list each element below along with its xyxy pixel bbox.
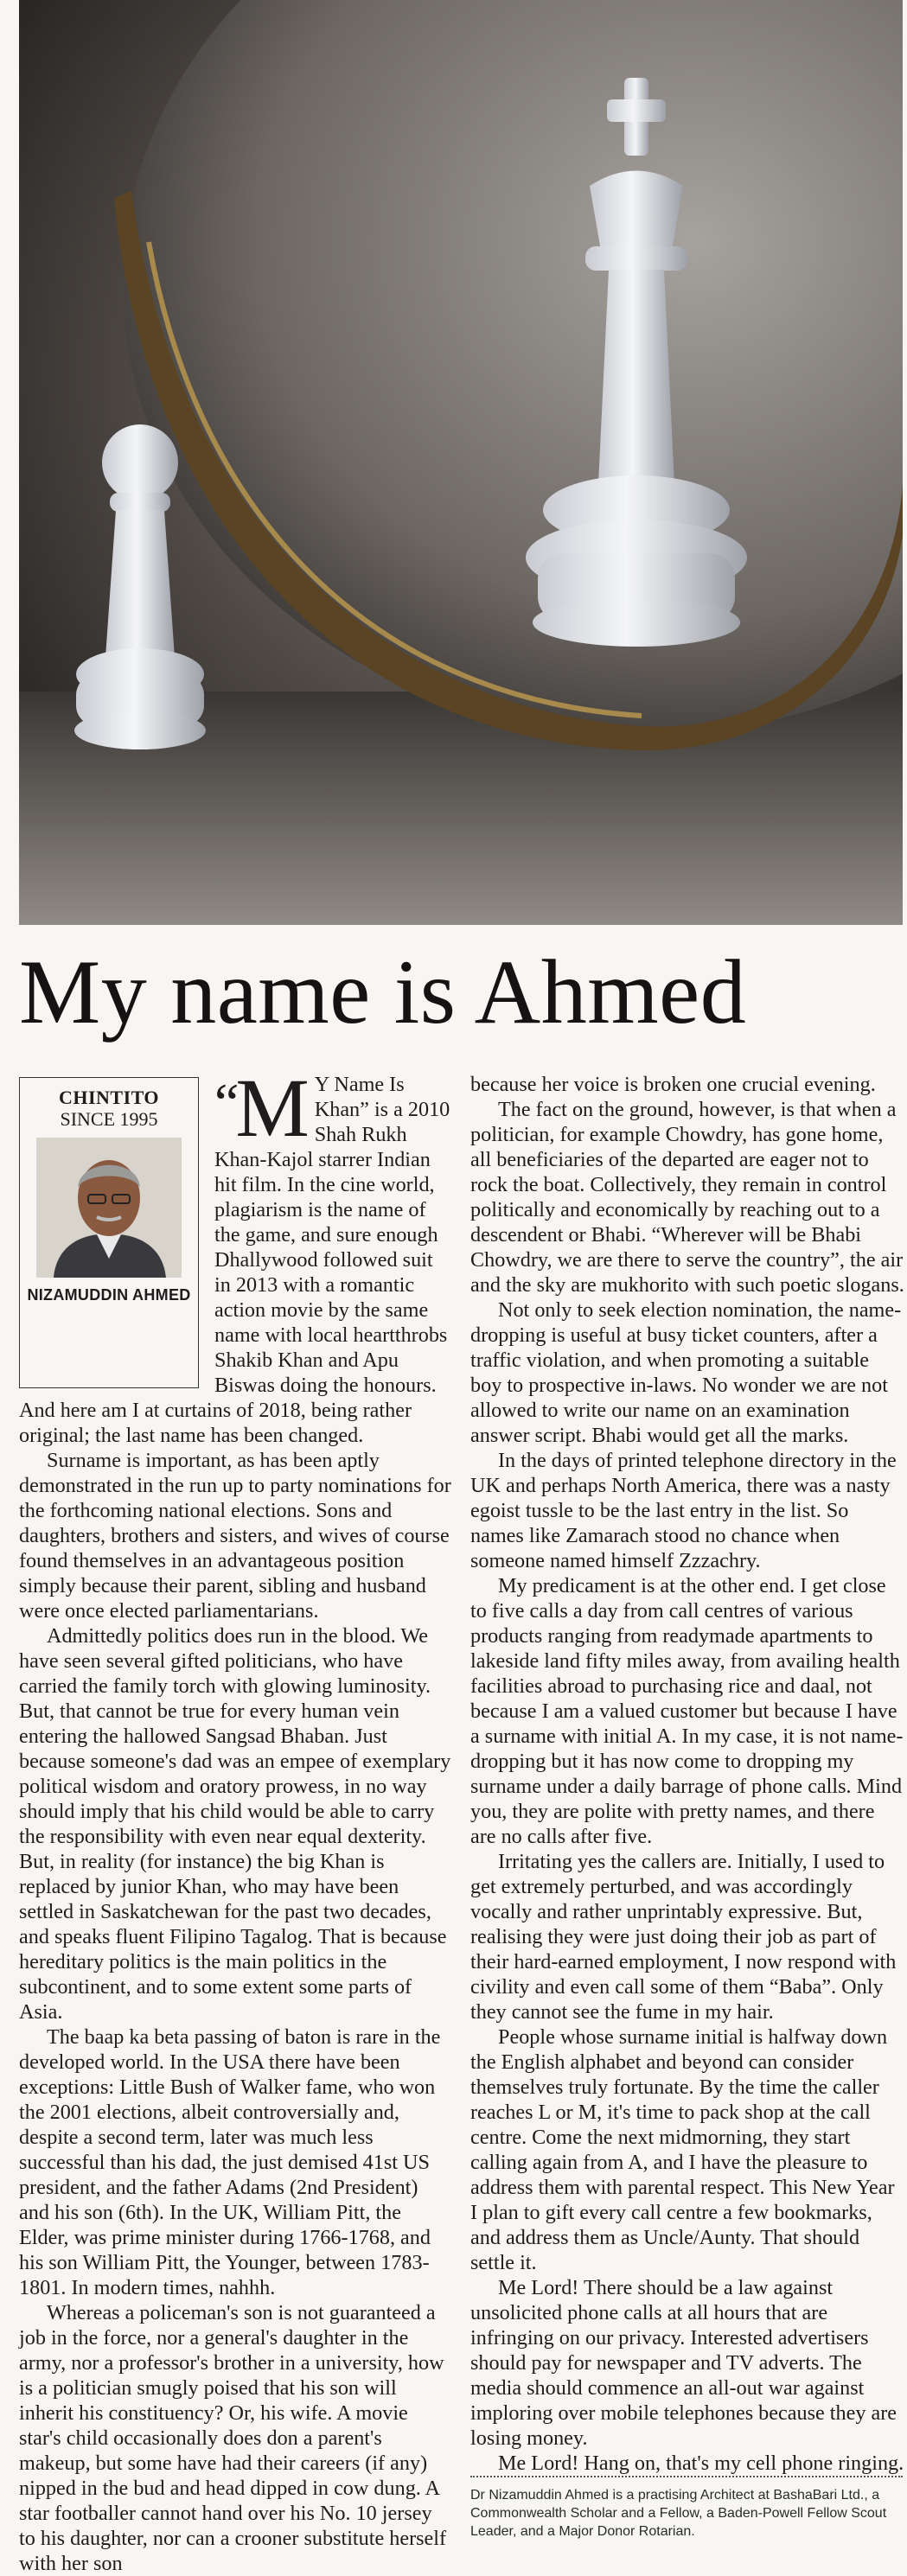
body-paragraph: People whose surname initial is halfway down the English alphabet and beyond can consider themselves truly fortunate. By the time the caller reaches L or M, it's time to pack shop at the call centre. Come the next midmorning, they start calling again from A, and I have the pleasure to address them with parental respect. This New Year I plan to gift every call centre a few bookmarks, and address them as Uncle/Aunty. That should settle it.: [470, 2025, 895, 2274]
headline: My name is Ahmed: [19, 941, 747, 1043]
body-paragraph: Whereas a policeman's son is not guaranteed a job in the force, nor a general's daughter in the army, nor a professor's brother in a university, how is a politician smugly poised that his son will inherit his constituency? Or, his wife. A movie star's child occasionally does don a parent's makeup, but some have had their careers (if any) nipped in the bud and head dipped in cow dung. A star footballer cannot hand over his No. 10 jersey to his daughter, nor can a crooner substitute herself with her son: [19, 2301, 447, 2575]
body-paragraph: In the days of printed telephone directory in the UK and perhaps North America, there was a nasty egoist tussle to be the last entry in the list. So names like Zamarach stood no chance when someone named himself Zzzachry.: [470, 1449, 897, 1572]
body-paragraph: Surname is important, as has been aptly demonstrated in the run up to party nominations for the forthcoming national elections. Sons and daughters, brothers and sisters, and wives of course found themselves in an advantageous position simply because their parent, sibling and husband were once elected parliamentarians.: [19, 1449, 451, 1623]
body-paragraph: The baap ka beta passing of baton is rare in the developed world. In the USA there have been exceptions: Little Bush of Walker fame, who won the 2001 elections, albeit controversially and, despite a second term, later was much less successful than his dad, the just demised 41st US president, and the father Adams (2nd President) and his son (6th). In the UK, William Pitt, the Elder, was prime minister during 1766-1768, and his son William Pitt, the Younger, between 1783-1801. In modern times, nahhh.: [19, 2025, 441, 2299]
body-paragraph: because her voice is broken one crucial evening.: [470, 1073, 876, 1096]
chess-mirror-image: [19, 0, 903, 925]
article-column-left: [19, 1062, 453, 2576]
lead-paragraph: “M Y Name Is Khan” is a 2010 Shah Rukh Khan-Kajol starrer Indian hit film. In the cine world, plagiarism is the name of the game, and sure enough Dhallywood followed suit in 2013 with a romantic action movie by the same name with local heartthrobs Shakib Khan and Apu Biswas doing the honours. And here am I at curtains of 2018, being rather original; the last name has been changed.: [19, 1062, 450, 1447]
article-photo: [19, 0, 903, 925]
body-paragraph: The fact on the ground, however, is that when a politician, for example Chowdry, has gone home, all beneficiaries of the departed are eager not to rock the boat. Collectively, they remain in control politically and economically by reaching out to a descendent or Bhabi. “Wherever will be Bhabi Chowdry, we are there to serve the country”, the air and the sky are mukhorito with such poetic slogans.: [470, 1098, 904, 1297]
body-paragraph: Me Lord! Hang on, that's my cell phone ringing.: [498, 2452, 904, 2475]
author-footnote: Dr Nizamuddin Ahmed is a practising Architect at BashaBari Ltd., a Commonwealth Scholar and a Fellow, a Baden-Powell Fellow Scout Leader, and a Major Donor Rotarian.: [470, 2476, 903, 2541]
body-paragraph: Me Lord! There should be a law against unsolicited phone calls at all hours that are infringing on our privacy. Interested advertisers should pay for newspaper and TV adverts. The media should commence an all-out war against imploring over mobile telephones because they are losing money.: [470, 2276, 897, 2450]
columnist-box: [19, 1077, 199, 1388]
column-name: CHINTITO: [58, 1087, 160, 1108]
author-name: NIZAMUDDIN AHMED: [27, 1286, 191, 1304]
body-paragraph: Irritating yes the callers are. Initially, I used to get extremely perturbed, and was accordingly vocally and rather unprintably expressive. But, realising they were just doing their job as part of their hard-earned employment, I now respond with civility and even call some of them “Baba”. Only they cannot see the fume in my hair.: [470, 1850, 897, 2024]
article-column-right: [470, 1072, 904, 2476]
body-paragraph: Admittedly politics does run in the blood. We have seen several gifted politicians, who have carried the family torch with glowing luminosity. But, that cannot be true for every human vein entering the hallowed Sangsad Bhaban. Just because someone's dad was an empee of exemplary political wisdom and oratory prowess, in no way should imply that his child would be able to carry the responsibility with even near equal dexterity. But, in reality (for instance) the big Khan is replaced by junior Khan, who may have been settled in Saskatchewan for the past two decades, and speaks fluent Filipino Tagalog. That is because hereditary politics is the main politics in the subcontinent, and to some extent some parts of Asia.: [19, 1624, 451, 2024]
body-paragraph: Not only to seek election nomination, the name-dropping is useful at busy ticket counters, after a traffic violation, and when promoting a suitable boy to prospective in-laws. No wonder we are not allowed to write our name on an examination answer script. Bhabi would get all the marks.: [470, 1298, 902, 1447]
author-photo: [36, 1138, 182, 1278]
body-paragraph: My predicament is at the other end. I get close to five calls a day from call centres of various products ranging from readymade apartments to lakeside land fifty miles away, from availing health facilities abroad to purchasing rice and daal, not because I am a valued customer but because I have a surname with initial A. In my case, it is not name-dropping but it has now come to dropping my surname under a daily barrage of phone calls. Mind you, they are polite with pretty names, and there are no calls after five.: [470, 1574, 904, 1848]
drop-cap: “M: [214, 1062, 310, 1154]
column-since: SINCE 1995: [60, 1108, 158, 1130]
